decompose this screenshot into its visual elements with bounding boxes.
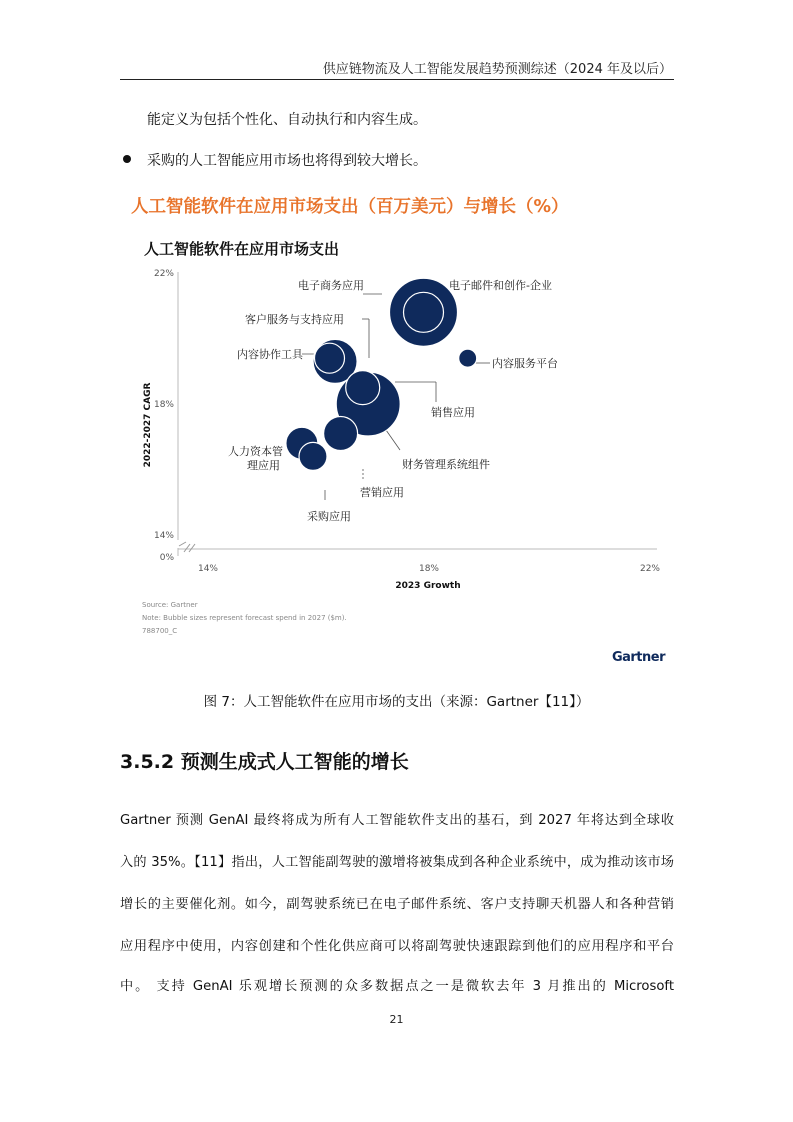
label-hcm-line2: 理应用 (247, 459, 280, 472)
bubble-point (324, 417, 358, 451)
source-note: Source: Gartner (142, 601, 198, 609)
label-content-collab: 内容协作工具 (237, 348, 303, 361)
figure-title: 人工智能软件在应用市场支出（百万美元）与增长（%） (131, 197, 569, 217)
label-email-authoring: 电子邮件和创作-企业 (449, 279, 552, 292)
y-tick-label: 14% (153, 531, 174, 541)
body-line-1: Gartner 预测 GenAI 最终将成为所有人工智能软件支出的基石，到 2027 年将达到全球收 (120, 813, 674, 828)
label-content-services: 内容服务平台 (492, 357, 558, 370)
y-axis-label: 2022-2027 CAGR (143, 382, 153, 468)
label-financial: 财务管理系统组件 (402, 458, 490, 471)
x-tick-label: 14% (197, 564, 219, 574)
figure-id-note: 788700_C (142, 627, 178, 635)
axis-break-icon (179, 542, 195, 552)
header-rule (120, 79, 674, 80)
bubble-point (346, 371, 380, 405)
bubble-point (315, 343, 345, 373)
bullet-icon (123, 155, 131, 163)
y-tick-label: 0% (159, 553, 174, 563)
bubble-chart (120, 230, 680, 670)
bubble-point (404, 292, 444, 332)
body-line-5: 中。 支持 GenAI 乐观增长预测的众多数据点之一是微软去年 3 月推出的 Microsoft (120, 979, 674, 994)
intro-line: 能定义为包括个性化、自动执行和内容生成。 (147, 112, 427, 128)
chart-title: 人工智能软件在应用市场支出 (144, 240, 340, 258)
y-tick-label: 22% (153, 269, 174, 279)
y-tick-label: 18% (153, 400, 174, 410)
figure-caption: 图 7：人工智能软件在应用市场的支出（来源：Gartner【11】） (203, 694, 590, 710)
running-header: 供应链物流及人工智能发展趋势预测综述（2024 年及以后） (322, 62, 672, 77)
x-axis-label: 2023 Growth (395, 581, 461, 591)
x-tick-label: 22% (639, 564, 661, 574)
body-line-4: 应用程序中使用，内容创建和个性化供应商可以将副驾驶快速跟踪到他们的应用程序和平台 (120, 939, 674, 954)
label-ecommerce: 电子商务应用 (298, 279, 364, 292)
label-procurement: 采购应用 (307, 510, 351, 523)
x-tick-label: 18% (418, 564, 440, 574)
page-number: 21 (389, 1013, 404, 1026)
gartner-logo: Gartner (611, 650, 665, 665)
label-marketing: 营销应用 (360, 486, 404, 499)
body-line-2: 入的 35%。【11】指出，人工智能副驾驶的激增将被集成到各种企业系统中，成为推动该市场 (120, 855, 674, 870)
chart-notes (142, 601, 347, 635)
body-line-3: 增长的主要催化剂。如今，副驾驶系统已在电子邮件系统、客户支持聊天机器人和各种营销 (120, 897, 674, 912)
label-sales: 销售应用 (431, 406, 475, 419)
bullet-text: 采购的人工智能应用市场也将得到较大增长。 (147, 153, 427, 169)
bubble-point (299, 442, 327, 470)
bubble-point (459, 349, 477, 367)
section-heading: 3.5.2 预测生成式人工智能的增长 (120, 751, 409, 773)
label-hcm-line1: 人力资本管 (228, 445, 283, 458)
label-customer-service: 客户服务与支持应用 (245, 313, 344, 326)
bubble-size-note: Note: Bubble sizes represent forecast spend in 2027 ($m). (142, 614, 347, 622)
